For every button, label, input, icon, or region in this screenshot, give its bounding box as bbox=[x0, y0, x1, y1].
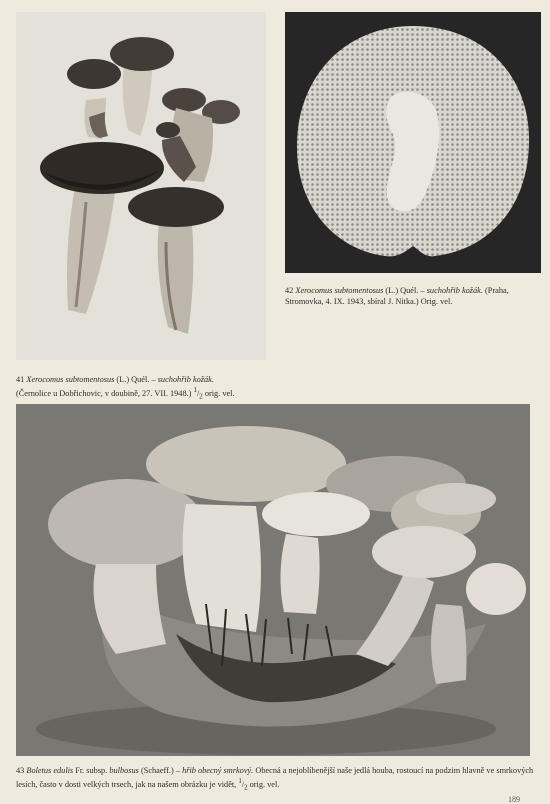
page-number: 189 bbox=[508, 795, 520, 804]
figure-43-latin-name: Boletus edulis bbox=[26, 766, 74, 775]
figure-42-czech-name: suchohřib kožák. bbox=[426, 286, 483, 295]
figure-41-latin-name: Xerocomus subtomentosus bbox=[26, 375, 115, 384]
figure-42-latin-name: Xerocomus subtomentosus bbox=[295, 286, 384, 295]
figure-43-czech-name: hřib obecný smrkový. bbox=[182, 766, 254, 775]
figure-42-caption: 42 Xerocomus subtomentosus (L.) Quél. – suchohřib kožák. (Praha, Stromovka, 4. IX. 1943, sbíral J. Nitka.) Orig. vel. bbox=[285, 286, 509, 306]
figure-43-caption: 43 Boletus edulis Fr. subsp. bulbosus (Schaeff.) – hřib obecný smrkový. Obecná a nejoblíbenější naše jedlá houba, rostoucí na podzim hlavně ve smrkových lesích, často v dosti velkých trsech, jak na našem obrázku je vidět, $^1/_2$ orig. vel. bbox=[16, 766, 534, 792]
photo-43-boletus-cluster bbox=[16, 404, 530, 756]
figure-41-czech-name: suchohřib kožák. bbox=[157, 375, 214, 384]
photo-42-pore-surface bbox=[285, 12, 541, 273]
photo-41-xerocomus-mushrooms bbox=[16, 12, 266, 360]
figure-41-caption: 41 Xerocomus subtomentosus (L.) Quél. – suchohřib kožák. (Černolice u Dobřichovic, v doubině, 27. VII. 1948.) $^1/_2$ orig. vel. bbox=[16, 375, 235, 401]
